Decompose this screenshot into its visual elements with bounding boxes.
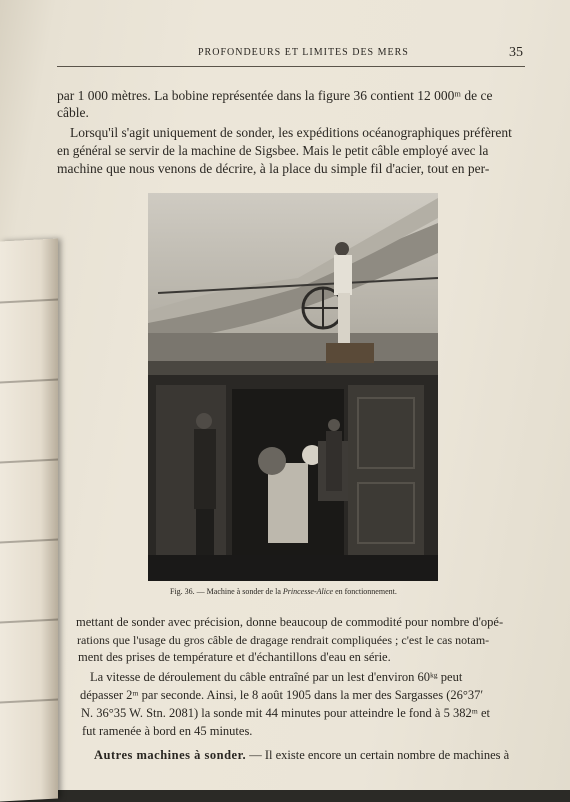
header-rule [57,66,525,67]
text-line: câble. [57,105,89,120]
figure-caption [170,587,397,596]
facing-page-edge [0,238,58,801]
page-number: 35 [509,45,523,60]
caption-suffix: en fonctionnement. [333,587,397,596]
section-text: — Il existe encore un certain nombre de machines à [246,748,510,762]
text-line: Lorsqu'il s'agit uniquement de sonder, les expéditions océanographiques préfèrent [70,125,512,140]
running-title: PROFONDEURS ET LIMITES DES MERS [198,47,409,58]
section-heading: Autres machines à sonder. [94,748,247,762]
text-line: mettant de sonder avec précision, donne beaucoup de commodité pour nombre d'opé- [76,615,504,629]
caption-ship-name: Princesse-Alice [282,587,334,596]
text-line: machine que nous venons de décrire, à la place du simple fil d'acier, tout en per- [57,161,490,176]
sounding-machine-photo [148,193,438,581]
text-line [94,747,509,765]
text-line: La vitesse de déroulement du câble entraîné par un lest d'environ 60ᵏᵍ peut [90,670,463,684]
text-line: en général se servir de la machine de Sigsbee. Mais le petit câble employé avec la [57,143,489,158]
text-line: par 1 000 mètres. La bobine représentée dans la figure 36 contient 12 000ᵐ de ce [57,88,493,103]
caption-prefix: Fig. 36. — Machine à sonder de la [170,587,283,596]
text-line: rations que l'usage du gros câble de dragage rendrait compliquées ; c'est le cas notam- [77,633,490,647]
figure-photograph [148,193,438,581]
text-line: fut ramenée à bord en 45 minutes. [82,724,253,738]
text-line: N. 36°35 W. Stn. 2081) la sonde mit 44 minutes pour atteindre le fond à 5 382ᵐ et [81,706,490,720]
text-line: ment des prises de température et d'échantillons d'eau en série. [78,650,391,664]
text-line: dépasser 2ᵐ par seconde. Ainsi, le 8 août 1905 dans la mer des Sargasses (26°37′ [80,688,484,702]
